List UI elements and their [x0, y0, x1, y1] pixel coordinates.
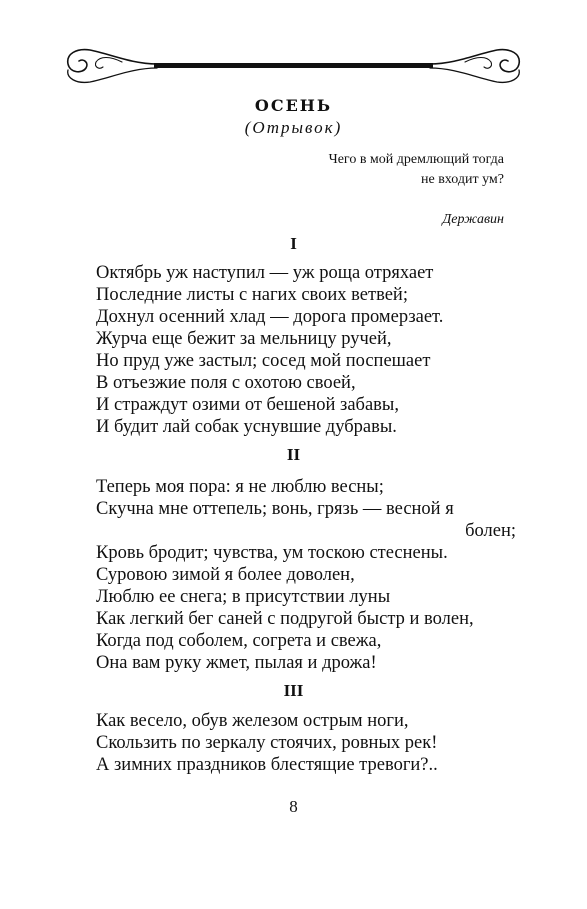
- verse-line: Журча еще бежит за мельницу ручей,: [96, 329, 392, 349]
- stanza-numeral: I: [290, 234, 297, 253]
- header-ornament: [62, 40, 525, 92]
- verse-line: И будит лай собак уснувшие дубравы.: [96, 417, 397, 437]
- poem-subtitle: (Отрывок): [244, 118, 343, 137]
- verse-line: Октябрь уж наступил — уж роща отряхает: [96, 263, 434, 283]
- verse-line-continuation: болен;: [465, 521, 516, 541]
- poem-title: ОСЕНЬ: [254, 96, 333, 115]
- verse-line: Но пруд уже застыл; сосед мой поспешает: [96, 351, 431, 371]
- verse-line: Теперь моя пора: я не люблю весны;: [96, 477, 384, 497]
- verse-line: А зимних праздников блестящие тревоги?..: [96, 755, 438, 775]
- epigraph-author: Державин: [442, 212, 504, 227]
- epigraph: [329, 150, 504, 230]
- verse-line: Суровою зимой я более доволен,: [96, 565, 355, 585]
- verse-line: Она вам руку жмет, пылая и дрожа!: [96, 653, 377, 673]
- stanza: [96, 476, 516, 674]
- verse-line: В отъезжие поля с охотою своей,: [96, 373, 356, 393]
- verse-line: Скучна мне оттепель; вонь, грязь — весной я: [96, 499, 454, 519]
- verse-line: Как весело, обув железом острым ноги,: [96, 711, 409, 731]
- page-number: 8: [289, 797, 298, 816]
- stanza: [96, 710, 516, 776]
- verse-line: И страждут озими от бешеной забавы,: [96, 395, 399, 415]
- epigraph-line: Чего в мой дремлющий тогда: [328, 152, 504, 167]
- verse-line: Как легкий бег саней с подругой быстр и волен,: [96, 609, 474, 629]
- epigraph-line: не входит ум?: [420, 172, 504, 187]
- verse-line: Дохнул осенний хлад — дорога промерзает.: [96, 307, 444, 327]
- verse-line: Последние листы с нагих своих ветвей;: [96, 285, 408, 305]
- verse-line: Скользить по зеркалу стоячих, ровных рек!: [96, 733, 438, 753]
- verse-line: Кровь бродит; чувства, ум тоскою стеснены.: [96, 543, 448, 563]
- stanza-numeral: II: [286, 445, 301, 464]
- stanza: [96, 262, 516, 438]
- verse-line: Люблю ее снега; в присутствии луны: [96, 587, 391, 607]
- stanza-numeral: III: [283, 681, 304, 700]
- verse-line: Когда под соболем, согрета и свежа,: [96, 631, 382, 651]
